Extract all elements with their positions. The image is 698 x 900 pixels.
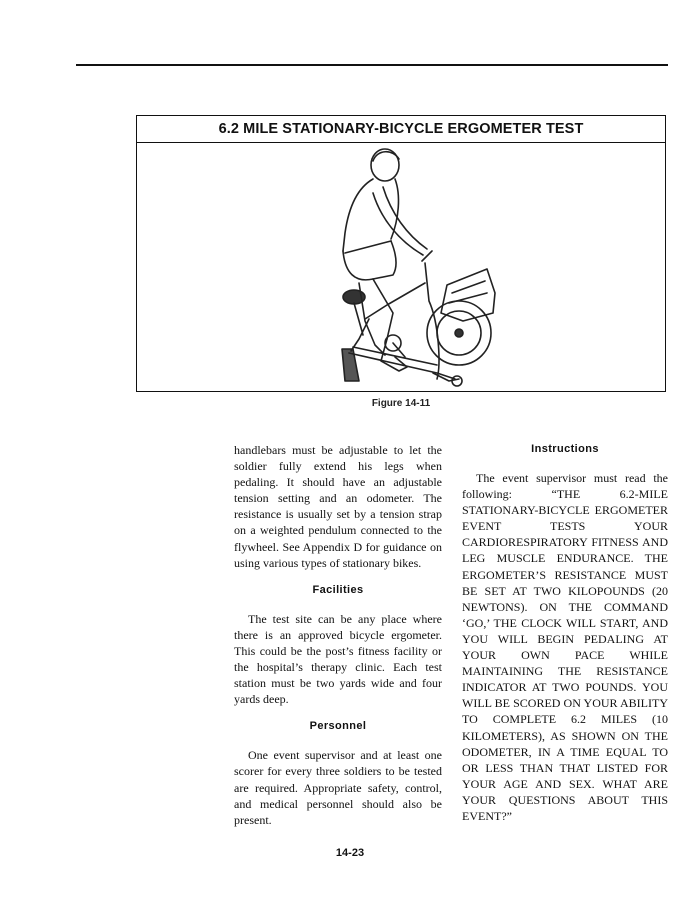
left-column [234,442,442,828]
top-rule [76,64,668,66]
figure-frame [136,115,666,392]
figure-caption: Figure 14-11 [371,398,431,409]
instructions-paragraph: The event supervisor must read the following: “THE 6.2-MILE STATIONARY-BICYCLE ERGOMETER EVENT TESTS YOUR CARDIORESPIRATORY FITNESS AND LEG MUSCLE ENDURANCE. THE ERGOMETER’S RESISTANCE MUST BE SET AT TWO KILOPOUNDS (20 NEWTONS). ON THE COMMAND ‘GO,’ THE CLOCK WILL START, AND YOU WILL BEGIN PEDALING AT YOUR OWN PACE WHILE MAINTAINING THE RESISTANCE INDICATOR AT TWO POUNDS. YOU WILL BE SCORED ON YOUR ABILITY TO COMPLETE 6.2 MILES (10 KILOMETERS), AS SHOWN ON THE ODOMETER, IN A TIME EQUAL TO OR LESS THAN THAT LISTED FOR YOUR AGE AND SEX. WHAT ARE YOUR QUESTIONS ABOUT THIS EVENT?” [462,471,668,823]
right-column [462,442,668,824]
instructions-heading: Instructions [531,443,599,455]
figure-title: 6.2 MILE STATIONARY-BICYCLE ERGOMETER TEST [137,116,665,143]
intro-paragraph: handlebars must be adjustable to let the soldier fully extend his legs when pedaling. It should have an adjustable tension setting and an odometer. The resistance is usually set by a tension strap on a weighted pendulum connected to the flywheel. See Appendix D for guidance on using various types of stationary bikes. [234,443,442,570]
personnel-heading: Personnel [309,720,367,733]
facilities-heading: Facilities [312,583,364,596]
page-number: 14-23 [335,847,365,859]
stationary-bicycle-illustration [137,143,664,390]
facilities-paragraph: The test site can be any place where there is an approved bicycle ergometer. This could be the post’s fitness facility or the hospital’s therapy clinic. Each test station must be two yards wide and four yards deep. [234,611,442,707]
personnel-paragraph: One event supervisor and at least one scorer for every three soldiers to be tested are required. Appropriate safety, control, and medical personnel should also be present. [234,748,442,827]
